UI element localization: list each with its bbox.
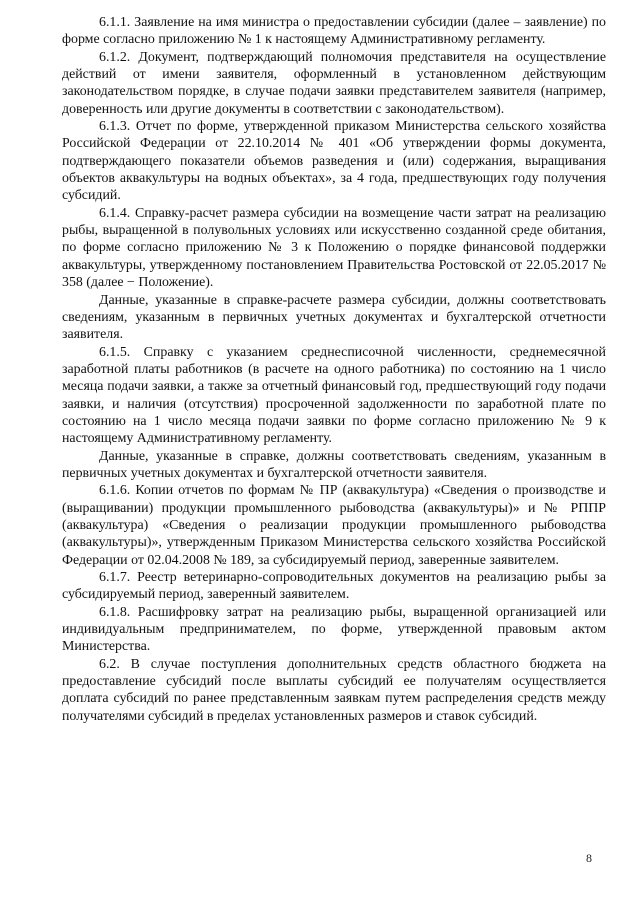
page-number: 8	[586, 851, 592, 865]
paragraph-6-1-6: 6.1.6. Копии отчетов по формам № ПР (аквакультура) «Сведения о производстве и (выращивании) продукции промышленного рыбоводства (аквакультуры)» и № РППР (аквакультура) «Сведения о реализации продукции промышленного рыбоводства (аквакультуры)», утвержденным Приказом Министерства сельского хозяйства Российской Федерации от 02.04.2008 № 189, за субсидируемый период, заверенные заявителем.	[62, 483, 606, 568]
paragraph-6-1-8: 6.1.8. Расшифровку затрат на реализацию рыбы, выращенной организацией или индивидуальным предпринимателем, по форме, утвержденной правовым актом Министерства.	[62, 604, 606, 655]
paragraph-6-2: 6.2. В случае поступления дополнительных средств областного бюджета на предоставление субсидий после выплаты субсидий ее получателям осуществляется доплата субсидий по ранее представленным заявкам путем распределения средств между получателями субсидий в пределах установленных размеров и ставок субсидий.	[62, 656, 606, 724]
paragraph-6-1-2: 6.1.2. Документ, подтверждающий полномочия представителя на осуществление действий от имени заявителя, оформленный в установленном действующим законодательством порядке, в случае подачи заявки представителем заявителя (например, доверенность или другие документы в соответствии с законодательством).	[62, 49, 606, 117]
paragraph-6-1-4-data: Данные, указанные в справке-расчете размера субсидии, должны соответствовать сведениям, указанным в первичных учетных документах и бухгалтерской отчетности заявителя.	[62, 292, 606, 343]
paragraph-6-1-5: 6.1.5. Справку с указанием среднесписочной численности, среднемесячной заработной платы работников (в расчете на одного работника) по состоянию на 1 число месяца подачи заявки, а также за отчетный финансовый год, предшествующий году подачи заявки, и наличия (отсутствия) просроченной задолженности по заработной плате по состоянию на 1 число месяца подачи заявки по форме согласно приложению № 9 к настоящему Административному регламенту.	[62, 344, 606, 447]
paragraph-6-1-3: 6.1.3. Отчет по форме, утвержденной приказом Министерства сельского хозяйства Российской Федерации от 22.10.2014 № 401 «Об утверждении формы документа, подтверждающего показатели объемов разведения и (или) содержания, выращивания объектов аквакультуры на водных объектах», за 4 года, предшествующих году получения субсидий.	[62, 119, 606, 204]
paragraph-6-1-1: 6.1.1. Заявление на имя министра о предоставлении субсидии (далее – заявление) по форме согласно приложению № 1 к настоящему Административному регламенту.	[62, 15, 606, 48]
paragraph-6-1-7: 6.1.7. Реестр ветеринарно-сопроводительных документов на реализацию рыбы за субсидируемый период, заверенный заявителем.	[62, 570, 606, 603]
paragraph-6-1-4: 6.1.4. Справку-расчет размера субсидии на возмещение части затрат на реализацию рыбы, выращенной в полувольных условиях или искусственно созданной среде обитания, по форме согласно приложению № 3 к Положению о порядке финансовой поддержки аквакультуры, утвержденному постановлением Правительства Ростовской от 22.05.2017 № 358 (далее − Положение).	[62, 205, 606, 291]
paragraph-6-1-5-data: Данные, указанные в справке, должны соответствовать сведениям, указанным в первичных учетных документах и бухгалтерской отчетности заявителя.	[62, 448, 606, 481]
